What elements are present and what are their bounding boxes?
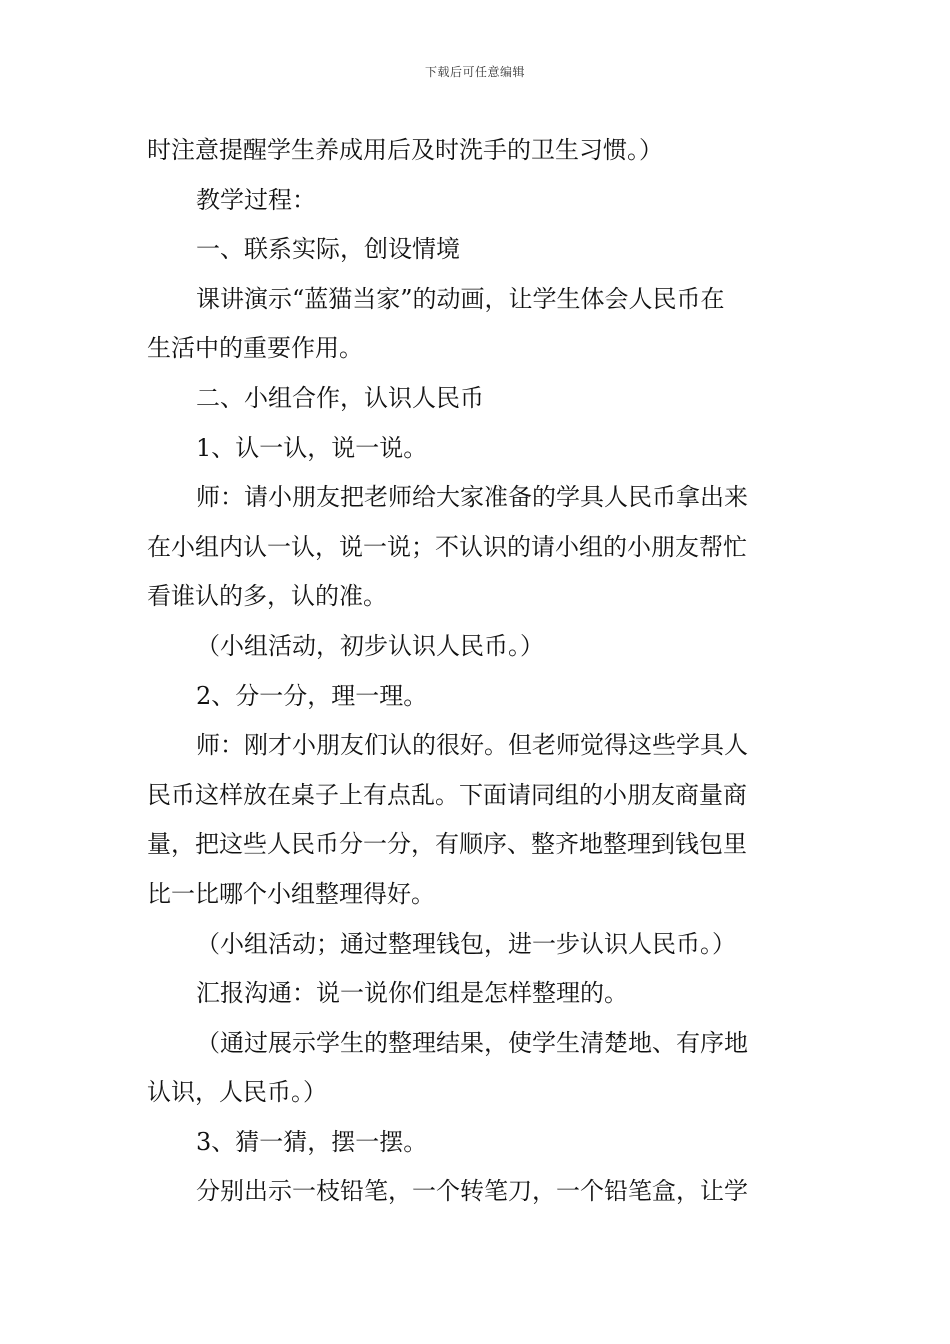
page-header: 下载后可任意编辑 <box>424 65 525 79</box>
text-line: 民币这样放在桌子上有点乱。下面请同组的小朋友商量商 <box>147 780 747 809</box>
step-heading: 2、分一分，理一理。 <box>196 681 428 710</box>
text-line: 师：请小朋友把老师给大家准备的学具人民币拿出来 <box>196 483 748 512</box>
step-heading: 1、认一认，说一说。 <box>196 433 428 462</box>
text-line: 量，把这些人民币分一分，有顺序、整齐地整理到钱包里 <box>147 830 747 859</box>
document-body <box>147 126 809 1217</box>
text-line: （小组活动；通过整理钱包，进一步认识人民币。） <box>196 929 736 958</box>
text-line: 汇报沟通：说一说你们组是怎样整理的。 <box>196 979 628 1008</box>
text-line: （小组活动，初步认识人民币。） <box>196 631 544 660</box>
text-line: 分别出示一枝铅笔，一个转笔刀，一个铅笔盒，让学 <box>196 1177 748 1206</box>
text-line: 教学过程： <box>196 185 316 214</box>
text-line: 在小组内认一认，说一说；不认识的请小组的小朋友帮忙 <box>147 532 747 561</box>
text-line: （通过展示学生的整理结果，使学生清楚地、有序地 <box>196 1028 748 1057</box>
text-line: 比一比哪个小组整理得好。 <box>147 879 435 908</box>
text-line: 生活中的重要作用。 <box>147 334 363 363</box>
text-line: 看谁认的多，认的准。 <box>147 582 387 611</box>
text-line: 课讲演示“蓝猫当家”的动画，让学生体会人民币在 <box>196 284 725 313</box>
text-line: 师：刚才小朋友们认的很好。但老师觉得这些学具人 <box>196 731 748 760</box>
section-heading: 一、联系实际，创设情境 <box>196 235 460 264</box>
step-heading: 3、猜一猜，摆一摆。 <box>196 1127 428 1156</box>
section-heading: 二、小组合作，认识人民币 <box>196 383 484 412</box>
text-line: 时注意提醒学生养成用后及时洗手的卫生习惯。） <box>147 136 663 164</box>
text-line: 认识，人民币。） <box>147 1078 327 1107</box>
